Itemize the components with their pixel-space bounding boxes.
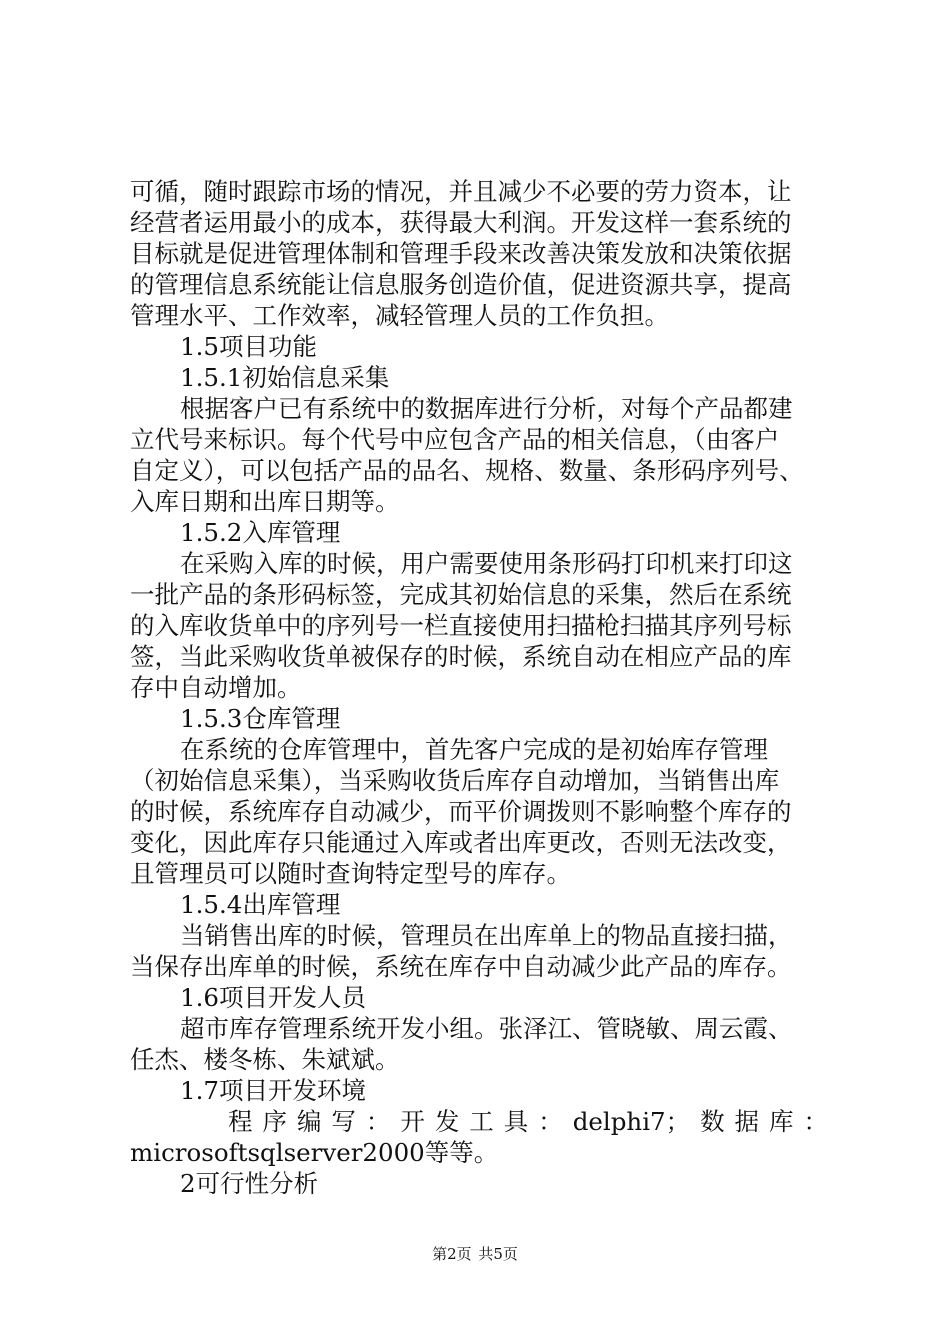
body-text-line: 管理水平、工作效率，减轻管理人员的工作负担。 <box>130 301 669 330</box>
body-text-line: 目标就是促进管理体制和管理手段来改善决策发放和决策依据 <box>130 239 792 268</box>
body-text-line: 在采购入库的时候，用户需要使用条形码打印机来打印这 <box>180 549 793 578</box>
section-heading: 1.5.3仓库管理 <box>180 704 341 733</box>
section-heading: 1.5项目功能 <box>180 332 317 361</box>
body-text-line: microsoftsqlserver2000等等。 <box>130 1138 499 1167</box>
body-text-line: 的管理信息系统能让信息服务创造价值，促进资源共享，提高 <box>130 270 792 299</box>
body-text-line: 在系统的仓库管理中，首先客户完成的是初始库存管理 <box>180 735 768 764</box>
body-text-line: 任杰、楼冬栋、朱斌斌。 <box>130 1045 400 1074</box>
section-heading: 1.5.4出库管理 <box>180 890 341 919</box>
section-heading: 1.6项目开发人员 <box>180 983 366 1012</box>
body-text-line: 存中自动增加。 <box>130 673 302 702</box>
body-text-line: 当销售出库的时候，管理员在出库单上的物品直接扫描， <box>180 921 793 950</box>
body-text-line: 的入库收货单中的序列号一栏直接使用扫描枪扫描其序列号标 <box>130 611 792 640</box>
page-total: 共5页 <box>478 1245 518 1263</box>
page-number: 第2页 <box>432 1245 472 1263</box>
body-text-line: 一批产品的条形码标签，完成其初始信息的采集，然后在系统 <box>130 580 792 609</box>
body-text-line: 签，当此采购收货单被保存的时候，系统自动在相应产品的库 <box>130 642 792 671</box>
body-text-line: 根据客户已有系统中的数据库进行分析，对每个产品都建 <box>180 394 793 423</box>
body-text-line: 的时候，系统库存自动减少，而平价调拨则不影响整个库存的 <box>130 797 792 826</box>
body-text-line: 程序编写：开发工具：delphi7；数据库： <box>228 1107 828 1136</box>
body-text-line: 当保存出库单的时候，系统在库存中自动减少此产品的库存。 <box>130 952 792 981</box>
body-text-line: 自定义），可以包括产品的品名、规格、数量、条形码序列号、 <box>130 456 804 485</box>
body-text-line: 可循，随时跟踪市场的情况，并且减少不必要的劳力资本，让 <box>130 177 792 206</box>
section-heading: 1.5.2入库管理 <box>180 518 341 547</box>
section-heading: 1.7项目开发环境 <box>180 1076 366 1105</box>
body-text-line: 且管理员可以随时查询特定型号的库存。 <box>130 859 571 888</box>
body-text-line: 超市库存管理系统开发小组。张泽江、管晓敏、周云霞、 <box>180 1014 793 1043</box>
body-text-line: 立代号来标识。每个代号中应包含产品的相关信息，（由客户 <box>130 425 780 454</box>
page-footer <box>0 1244 950 1264</box>
section-heading: 1.5.1初始信息采集 <box>180 363 390 392</box>
section-heading: 2可行性分析 <box>180 1169 319 1198</box>
body-text-line: 入库日期和出库日期等。 <box>130 487 400 516</box>
body-text-line: 经营者运用最小的成本，获得最大利润。开发这样一套系统的 <box>130 208 792 237</box>
body-text-line: 变化，因此库存只能通过入库或者出库更改，否则无法改变， <box>130 828 792 857</box>
body-text-line: （初始信息采集），当采购收货后库存自动增加，当销售出库 <box>130 766 780 795</box>
